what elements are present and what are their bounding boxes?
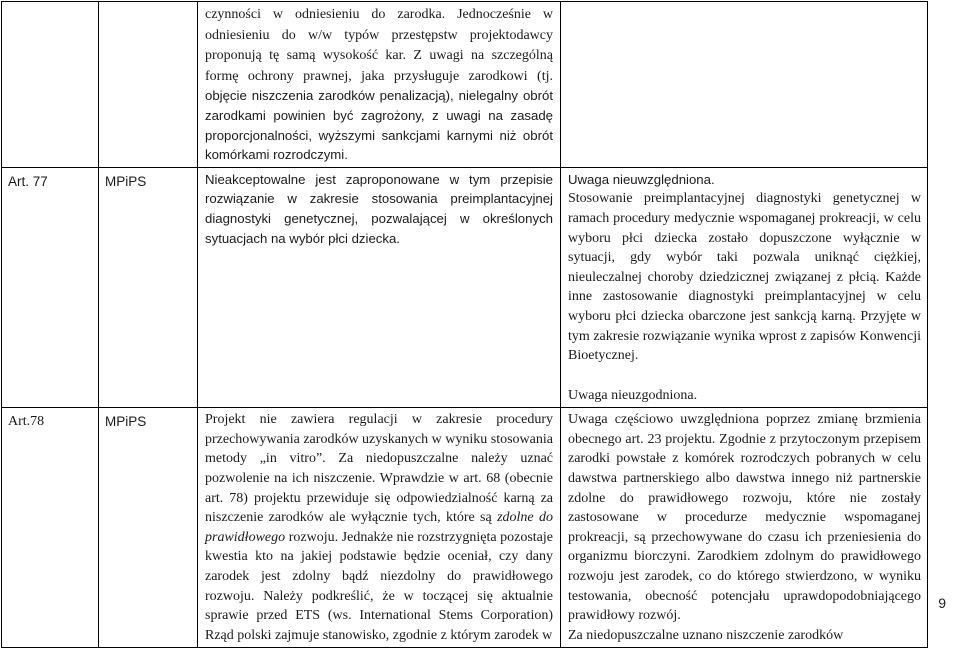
response-status: Uwaga nieuwzględniona.: [568, 171, 715, 187]
comment-text: Projekt nie zawiera regulacji w zakresie procedury przechowywania zarodków uzyskanych w wyniku stosowania metody „in vitro”. Za niedopuszczalne należy uznać pozwolenie na ich niszczenie. Wprawdzie w art. 68 (obecnie art. 78) projektu przewiduje się odpowiedzialność karną za niszczenie zarodków ale wyłącznie tych, które są zdolne do prawidłowego rozwoju. Jednakże nie rozstrzygnięta pozostaje kwestia kto na jakiej podstawie będzie oceniał, czy dany zarodek jest zdolny bądź niezdolny do prawidłowego rozwoju. Należy podkreślić, że w toczącej się aktualnie sprawie przed ETS (ws. International Stems Corporation) Rząd polski zajmuje stanowisko, zgodnie z którym zarodek w: [205, 412, 554, 643]
table-row: [2, 2, 928, 168]
submitter-cell: [99, 408, 198, 648]
table-row: [2, 167, 928, 408]
article-cell: [2, 408, 99, 648]
response-cell: [561, 408, 928, 648]
article-cell: [2, 2, 99, 168]
submitter-label: MPiPS: [105, 173, 147, 189]
comment-cell: [198, 2, 561, 168]
comment-cell: [198, 167, 561, 408]
comment-text: Nieakceptowalne jest zaproponowane w tym przepisie rozwiązanie w zakresie stosowania preimplantacyjnej diagnostyki genetycznej, pozwalającej w określonych sytuacjach na wybór płci dziecka.: [205, 171, 553, 246]
response-cell: [561, 167, 928, 408]
response-text: Za niedopuszczalne uznano niszczenie zarodków: [568, 627, 844, 643]
response-text: Stosowanie preimplantacyjnej diagnostyki genetycznej w ramach procedury medycznie wspomaganej prokreacji, w celu wyboru płci dziecka zostało dopuszczone wyłącznie w sytuacji, gdy wybór taki pozwala uniknąć ciężkiej, nieuleczalnej choroby dziedzicznej związanej z płcią. Każde inne zastosowanie diagnostyki preimplantacyjnej w celu wyboru płci dziecka obarczone jest sankcją karną. Przyjęte w tym zakresie rozwiązanie wynika wprost z zapisów Konwencji Bioetycznej.: [568, 191, 921, 364]
page-number: 9: [938, 595, 946, 611]
response-status: Uwaga nieuzgodniona.: [568, 387, 698, 403]
response-cell: [561, 2, 928, 168]
comment-cell: [198, 408, 561, 648]
response-text: Uwaga częściowo uwzględniona poprzez zmianę brzmienia obecnego art. 23 projektu. Zgodnie z przytoczonym przepisem zarodki powstałe z komórek rozrodczych pobranych w celu dawstwa partnerskiego albo dawstwa innego niż partnerskie zdolne do prawidłowego rozwoju, które nie zostały zastosowane w procedurze medycznie wspomaganej prokreacji, są przechowywane do czasu ich przeniesienia do organizmu biorczyni. Zarodkiem zdolnym do prawidłowego rozwoju jest zarodek, co do którego stwierdzono, w wyniku testowania, obecność potencjału uprawdopodobniającego prawidłowy rozwój.: [568, 412, 921, 624]
comment-text: objęcie niszczenia zarodków penalizacją), nielegalny obrót zarodkami powinien być zagrożony, z uwagi na zasadę proporcjonalności, wyższymi sankcjami karnymi niż obrót komórkami rozrodczymi.: [205, 88, 553, 163]
comment-text: czynności w odniesieniu do zarodka. Jednocześnie w odniesieniu do w/w typów przestępstw projektodawcy proponują tę samą wysokość kar. Z uwagi na szczególną formę ochrony prawnej, jaka przysługuje zarodkowi (tj.: [205, 7, 553, 84]
submitter-label: MPiPS: [105, 414, 147, 430]
consultation-table: [1, 1, 928, 648]
submitter-cell: [99, 167, 198, 408]
table-row: [2, 408, 928, 648]
submitter-cell: [99, 2, 198, 168]
article-label: Art. 77: [8, 173, 48, 189]
article-label: Art.78: [8, 414, 45, 430]
article-cell: [2, 167, 99, 408]
